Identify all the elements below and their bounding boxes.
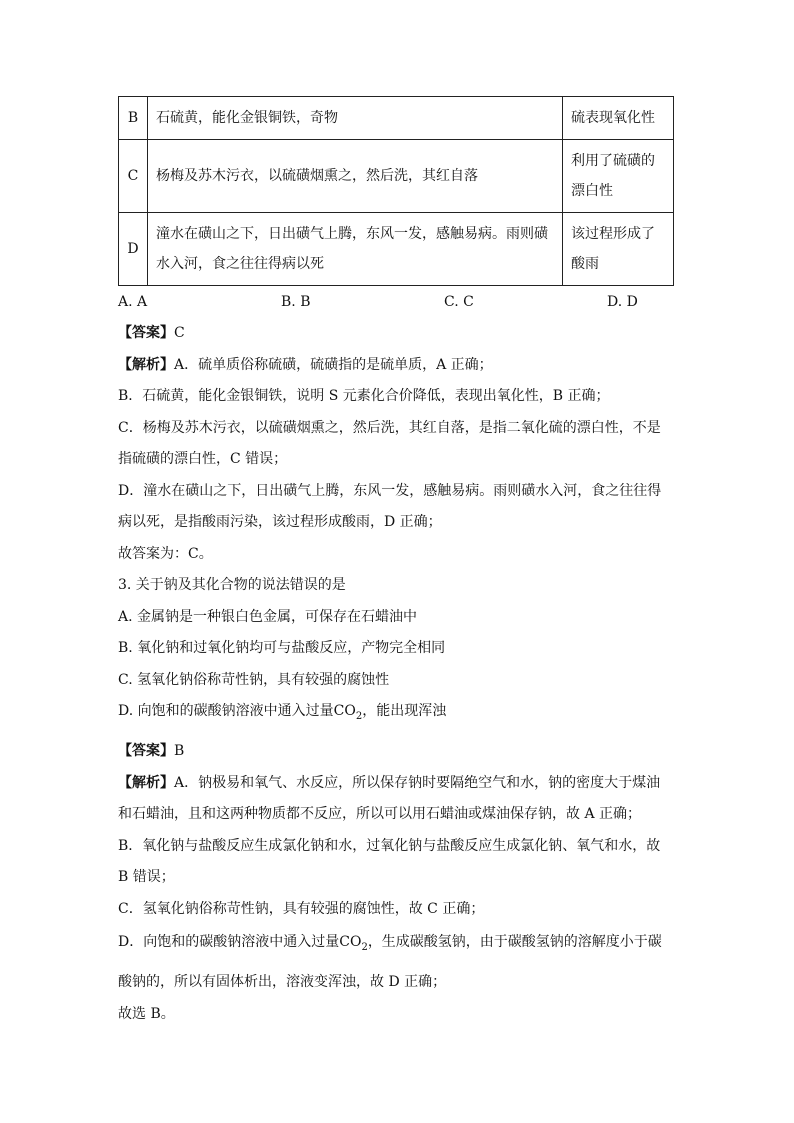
table-row bbox=[119, 213, 674, 286]
option-text: D. 向饱和的碳酸钠溶液中通入过量 bbox=[118, 703, 334, 719]
answer-value: B bbox=[174, 743, 185, 760]
answer-value: C bbox=[174, 325, 185, 341]
analysis-text: ，生成碳酸氢钠，由于碳酸氢钠的溶解度小于碳酸钠的，所以有固体析出，溶液变浑浊，故 D 正确； bbox=[118, 934, 662, 991]
co2-formula bbox=[339, 934, 368, 954]
row-description: 潼水在磺山之下，日出磺气上腾，东风一发，感触易病。雨则磺水入河，食之往往得病以死 bbox=[148, 213, 563, 286]
q2-answer bbox=[118, 318, 674, 350]
formula-base: CO bbox=[339, 934, 362, 951]
analysis-text: A．硫单质俗称硫磺，硫磺指的是硫单质，A 正确； bbox=[174, 356, 493, 373]
q2-analysis-c: C．杨梅及苏木污衣，以硫磺烟熏之，然后洗，其红自落，是指二氧化硫的漂白性，不是指硫磺的漂白性，C 错误； bbox=[118, 419, 661, 467]
row-note: 硫表现氧化性 bbox=[563, 97, 674, 140]
q2-analysis-a bbox=[118, 350, 674, 382]
table-row bbox=[119, 97, 674, 140]
q2-analysis-d: D．潼水在磺山之下，日出磺气上腾，东风一发，感触易病。雨则磺水入河，食之往往得病以死，是指酸雨污染，该过程形成酸雨，D 正确； bbox=[118, 482, 662, 530]
choice-c: C. C bbox=[444, 294, 474, 310]
choice-d: D. D bbox=[607, 294, 638, 310]
q2-analysis-b: B．石硫黄，能化金银铜铁，说明 S 元素化合价降低，表现出氧化性，B 正确； bbox=[118, 388, 610, 404]
formula-base: CO bbox=[333, 703, 356, 719]
analysis-text: D．向饱和的碳酸钠溶液中通入过量 bbox=[118, 934, 340, 951]
q3-option-b: B. 氧化钠和过氧化钠均可与盐酸反应，产物完全相同 bbox=[118, 640, 446, 656]
options-table bbox=[118, 96, 674, 286]
row-description: 杨梅及苏木污衣，以硫磺烟熏之，然后洗，其红自落 bbox=[148, 140, 563, 213]
table-row bbox=[119, 140, 674, 213]
answer-choices bbox=[118, 290, 674, 314]
row-note: 利用了硫磺的漂白性 bbox=[563, 140, 674, 213]
row-description: 石硫黄，能化金银铜铁，奇物 bbox=[148, 97, 563, 140]
q3-option-c: C. 氢氧化钠俗称苛性钠，具有较强的腐蚀性 bbox=[118, 671, 390, 688]
q3-question bbox=[118, 570, 674, 732]
document-page bbox=[118, 96, 674, 1031]
q2-conclusion: 故答案为：C。 bbox=[118, 545, 213, 562]
q3-option-a: A. 金属钠是一种银白色金属，可保存在石蜡油中 bbox=[118, 608, 418, 625]
row-letter: D bbox=[119, 213, 148, 286]
answer-label: 【答案】 bbox=[118, 325, 174, 341]
q3-analysis-b: B．氧化钠与盐酸反应生成氯化钠和水，过氧化钠与盐酸反应生成氯化钠、氧气和水，故 B 错误； bbox=[118, 837, 661, 886]
q3-analysis-d bbox=[118, 925, 674, 999]
row-note: 该过程形成了酸雨 bbox=[563, 213, 674, 286]
q3-conclusion: 故选 B。 bbox=[118, 1006, 175, 1023]
row-letter: B bbox=[119, 97, 148, 140]
choice-a: A. A bbox=[118, 294, 148, 310]
choice-b: B. B bbox=[281, 294, 311, 310]
q3-answer bbox=[118, 736, 674, 768]
analysis-label: 【解析】 bbox=[118, 774, 174, 791]
row-letter: C bbox=[119, 140, 148, 213]
analysis-label: 【解析】 bbox=[118, 356, 174, 373]
answer-label: 【答案】 bbox=[118, 743, 174, 760]
formula-subscript: 2 bbox=[355, 710, 363, 722]
q3-analysis-c: C．氢氧化钠俗称苛性钠，具有较强的腐蚀性，故 C 正确； bbox=[118, 900, 485, 917]
option-text: ，能出现浑浊 bbox=[362, 703, 447, 719]
q2-solution bbox=[118, 318, 674, 570]
q3-option-d bbox=[118, 696, 674, 732]
analysis-text: A．钠极易和氧气、水反应，所以保存钠时要隔绝空气和水，钠的密度大于煤油和石蜡油，且和这两种物质都不反应，所以可以用石蜡油或煤油保存钠，故 A 正确； bbox=[118, 774, 661, 823]
q3-analysis-a bbox=[118, 768, 674, 831]
formula-subscript: 2 bbox=[361, 942, 368, 954]
co2-formula bbox=[333, 703, 363, 722]
q3-solution bbox=[118, 736, 674, 1030]
q3-stem: 3. 关于钠及其化合物的说法错误的是 bbox=[118, 577, 346, 593]
